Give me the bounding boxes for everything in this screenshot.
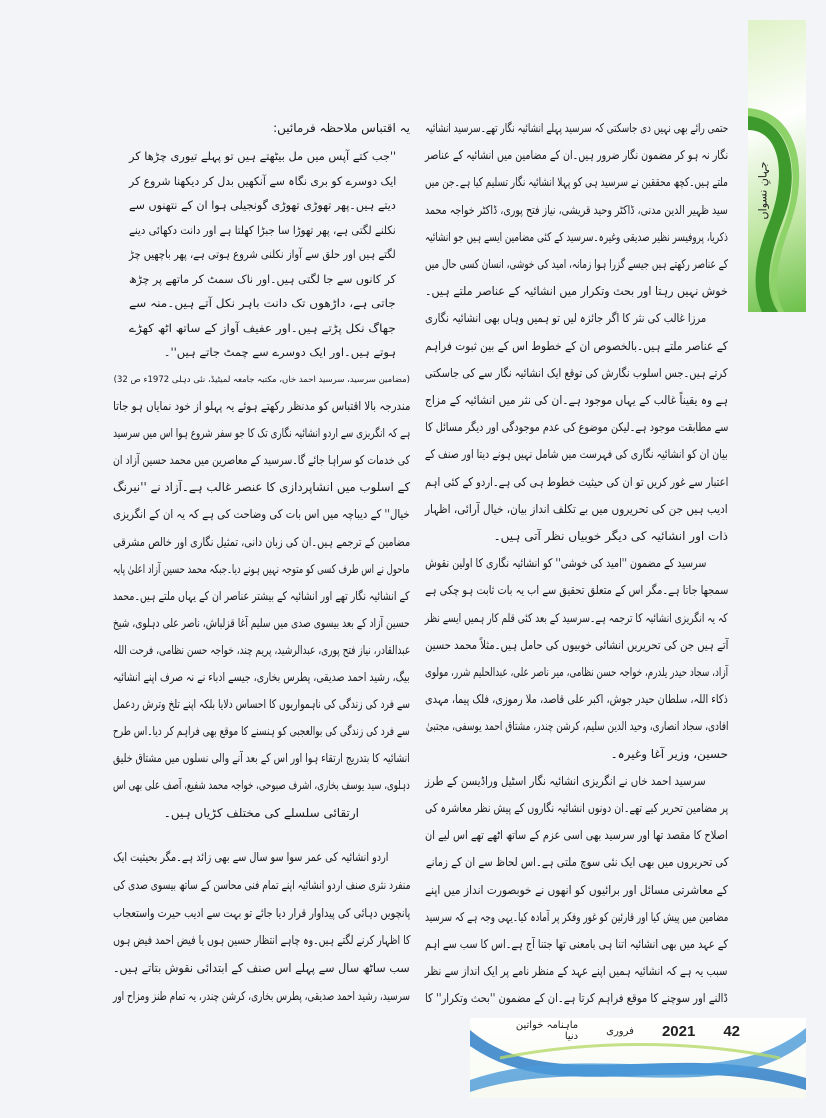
text-line: مضامین کے ترجمے ہیں۔ان کی زبان دانی، تمثیل نگاری اور خالص مشرقی <box>112 534 410 549</box>
text-line: انشائیہ کا بتدریج ارتقاء ہوا اور اس کے بعد آنے والی نسلوں میں مشتاق خلیق <box>113 751 410 766</box>
text-line: دہلوی، سید یوسف بخاری، اشرف صبوحی، خواجہ محمد شفیع، آصف علی بھی اس <box>113 778 410 793</box>
text-line: اصلاح کا مقصد تھا اور سرسید بھی اسی عزم کے ساتھ اٹھے تھے اس لیے ان <box>425 828 728 843</box>
text-line: کے عہد میں بھی انشائیہ اتنا ہی بامعنی تھا جتنا آج ہے۔اس کا سب سے اہم <box>425 937 728 951</box>
text-line: خوش نہیں رہتا اور بحث وتکرار میں انشائیہ کے عناصر ملتے ہیں۔ <box>425 284 728 299</box>
text-line: عبدالقادر، نیاز فتح پوری، عبدالرشید، پریم چند، خواجہ حسن نظامی، فرحت اللہ <box>112 642 410 657</box>
text-line: ڈالنے اور سوچنے کا موقع فراہم کرتا ہے۔ان کے مضمون ''بحث وتکرار'' کا <box>425 991 728 1006</box>
text-line: پر مضامین تحریر کیے تھے۔ان دونوں انشائیہ نگاروں کے پیش نظر معاشرہ کی <box>424 801 728 815</box>
text-line: سے فرد کی زندگی کی بوالعجبی کو ہنسنے کا موقع بھی فراہم کر دیا۔اس طرح <box>113 724 410 739</box>
text-line: سرسید، رشید احمد صدیقی، پطرس بخاری، کرشن چندر، یہ تمام طنز ومزاح اور <box>113 989 410 1003</box>
text-line: سرسید احمد خاں نے انگریزی انشائیہ نگار اسٹیل وراڈیسن کے طرز <box>425 773 706 788</box>
section-label <box>748 150 778 230</box>
text-line: پانچویں دہائی کی پیداوار قرار دیا جائے تو بہت سے ادیب حیرت واستعجاب <box>112 905 410 920</box>
text-line: دیتے ہیں۔پھر تھوڑی تھوڑی گونجیلی ہوا ان کے نتھنوں سے <box>129 198 396 212</box>
text-line: ''جب کتے آپس میں مل بیٹھتے ہیں تو پہلے تیوری چڑھا کر <box>128 149 396 163</box>
text-line: خیال'' کے دیباچہ میں اس بات کی وضاحت کی ہے کہ یہ ان کے انگریزی <box>113 507 410 522</box>
text-line: ہے وہ یقیناً غالب کے یہاں موجود ہے۔ان کی نثر میں انشائیہ کے مزاج <box>425 393 728 407</box>
page-number: 42 <box>723 1022 740 1040</box>
text-line: اردو انشائیہ کی عمر سوا سو سال سے بھی زائد ہے۔مگر بحیثیت ایک <box>112 850 388 864</box>
text-line: جاتی ہے، داڑھوں تک دانت باہر نکل آتے ہیں۔منہ سے <box>129 296 396 310</box>
text-line: کے عناصر رکھتے ہیں جیسے گزرا ہوا زمانہ، امید کی خوشی، انسان کسی حال میں <box>425 257 728 271</box>
text-line: ملتے ہیں۔کچھ محققین نے سرسید ہی کو پہلا انشائیہ نگار تسلیم کیا ہے۔جن میں <box>425 175 728 190</box>
text-line: جھاگ نکل پڑتے ہیں۔اور عفیف آواز کے ساتھ اٹھ کھڑے <box>129 320 396 335</box>
magazine-name: ماہنامہ خواتین دنیا <box>515 1020 579 1042</box>
text-line: افادی، سجاد انصاری، وحید الدین سلیم، کرشن چندر، مشتاق احمد یوسفی، مجتبیٰ <box>425 719 728 734</box>
text-line: مضامین میں پیش کیا اور قارئین کو غور وفکر پر آمادہ کیا۔یہی وجہ ہے کہ سرسید <box>424 909 728 924</box>
text-line: ادیب ہیں جن کی تحریروں میں بے تکلف انداز بیان، خیال آرائی، اظہار <box>425 501 728 516</box>
text-line: ہے کہ انگریزی سے اردو انشائیہ نگاری تک کا جو سفر شروع ہوا اس میں سرسید <box>112 426 410 441</box>
text-line: یہ اقتباس ملاحظہ فرمائیں: <box>273 121 410 135</box>
text-line: کا اظہار کرنے لگتے ہیں۔وہ چاہے انتظار حسین ہوں یا فیض احمد فیض ہوں <box>112 933 410 948</box>
text-line: آتے ہیں جن کی تحریریں انشائی خوبیوں کی حامل ہیں۔مثلاً محمد حسین <box>424 637 728 652</box>
text-line: مندرجہ بالا اقتباس کو مدنظر رکھتے ہوئے یہ پہلو از خود نمایاں ہو جاتا <box>112 399 410 413</box>
text-line: حسین، وزیر آغا وغیرہ۔ <box>610 746 728 761</box>
text-line: آزاد، سجاد حیدر یلدرم، خواجہ حسن نظامی، میر ناصر علی، عبدالحلیم شرر، مولوی <box>425 665 728 679</box>
text-line: کے انشائیہ نگار تھے اور انشائیہ کے بیشتر عناصر ان کے یہاں ملتے ہیں۔محمد <box>113 588 410 603</box>
text-line: کے اسلوب میں انشاپردازی کا عنصر غالب ہے۔آزاد نے ''نیرنگ <box>112 480 410 495</box>
text-line: نکلنے لگتی ہے، پھر تھوڑا سا جبڑا کھلتا ہے اور دانت دکھائی دینے <box>129 222 396 237</box>
text-line: کے عناصر ملتے ہیں۔بالخصوص ان کے خطوط اس کے بین ثبوت فراہم <box>425 338 728 353</box>
text-line: ذکریا، پروفیسر نظیر صدیقی وغیرہ۔سرسید کے کئی مضامین ایسے ہیں جو انشائیہ <box>425 229 728 244</box>
text-line: ذات اور انشائیہ کی دیگر خوبیاں نظر آتی ہیں۔ <box>493 529 728 543</box>
text-line: ارتقائی سلسلے کی مختلف کڑیاں ہیں۔ <box>163 805 359 820</box>
text-line: بیان ان کو انشائیہ نگاری کی فہرست میں شامل نہیں ہونے دیتا اور صنف کے <box>425 447 728 462</box>
text-line: منفرد نثری صنف اردو انشائیہ اپنے تمام فنی محاسن کے ساتھ بیسوی صدی کی <box>112 877 410 892</box>
text-line: اعتبار سے غور کریں تو ان کی حیثیت خطوط ہی کی ہے۔اردو کے کئی اہم <box>424 474 728 489</box>
text-line: کی تحریروں میں بھی ایک نئی سوچ ملتی ہے۔اس لحاظ سے ان کے زمانے <box>425 855 728 870</box>
text-line: حتمی رائے بھی نہیں دی جاسکتی کہ سرسید پہلے انشائیہ نگار تھے۔سرسید انشائیہ <box>424 121 728 135</box>
text-line: سبب یہ ہے کہ انشائیہ ہمیں اپنے عہد کے منظر نامے پر ایک انداز سے نظر <box>425 964 728 979</box>
text-line: سب ساٹھ سال سے پہلے اس صنف کے ابتدائی نقوش بتاتے ہیں۔ <box>113 961 410 976</box>
text-line: سید ظہیر الدین مدنی، ڈاکٹر وحید قریشی، نیاز فتح پوری، ڈاکٹر خواجہ محمد <box>425 202 728 217</box>
text-line: لگتے ہیں اور حلق سے آواز نکلنی شروع ہوتی ہے، پھر باچھیں چڑ <box>129 247 396 261</box>
text-line: کر کانوں سے جا لگتی ہیں۔اور ناک سمٹ کر ماتھے پر چڑھ <box>129 271 396 286</box>
text-line: کرتے ہیں۔جس اسلوب نگارش کی توقع ایک انشائیہ نگار سے کی جاسکتی <box>425 365 728 380</box>
text-line: سے مطابقت موجود ہے۔لیکن موضوع کی عدم موجودگی اور دیگر مسائل کا <box>424 420 728 435</box>
issue-year: 2021 <box>661 1022 696 1040</box>
text-line: کے معاشرتی مسائل اور برائیوں کو انھوں نے خوبصورت انداز میں اپنے <box>425 882 728 897</box>
text-line: کہ یہ انگریزی انشائیہ کا ترجمہ ہے۔سرسید کے بعد کئی قلم کار ہمیں ایسے نظر <box>425 610 728 625</box>
text-line: ہوتے ہیں۔اور ایک دوسرے سے چمٹ جاتے ہیں''۔ <box>163 345 396 359</box>
text-line: ایک دوسرے کو بری نگاہ سے آنکھیں بدل کر دیکھنا شروع کر <box>128 173 396 188</box>
text-line: ماحول نے اس طرف کسی کو متوجہ نہیں ہونے دیا۔جبکہ محمد حسین آزاد اعلیٰ پایہ <box>113 561 410 576</box>
text-line: نگار نہ ہو کر مضمون نگار ضرور ہیں۔ان کے مضامین میں انشائیہ کے عناصر <box>424 148 728 163</box>
text-line: بیگ، رشید احمد صدیقی، پطرس بخاری، جیسے ادباء نے نہ صرف اپنے انشائیہ <box>113 670 410 684</box>
text-line: ذکاء اللہ، سلطان حیدر جوش، اکبر علی قاصد، ملا رموزی، فلک پیما، مہدی <box>425 692 728 707</box>
footer <box>500 1020 740 1042</box>
section-label-text: جہانِ نسواں <box>756 161 770 219</box>
text-line: حسین آزاد کے بعد بیسوی صدی میں سلیم آغا قزلباش، ناصر علی دہلوی، شیخ <box>113 615 410 630</box>
issue-month: فروری <box>606 1025 634 1037</box>
text-line: سے فرد کی زندگی کی ناہمواریوں کا احساس دلایا بلکہ اپنے تلخ وترش ردعمل <box>113 697 410 712</box>
text-line: کی خدمات کو سراہا جائے گا۔سرسید کے معاصرین میں محمد حسین آزاد ان <box>112 453 410 468</box>
text-line: سمجھا جاتا ہے۔مگر اس کے متعلق تحقیق سے اب یہ بات ثابت ہو چکی ہے <box>424 583 728 598</box>
text-line: مرزا غالب کی نثر کا اگر جائزہ لیں تو ہمیں وہاں بھی انشائیہ نگاری <box>424 311 706 326</box>
text-line: (مضامین سرسید، سرسید احمد خاں، مکتبہ جامعہ لمیٹیڈ، نئی دہلی 1972ء ص 32) <box>113 375 410 385</box>
text-line: سرسید کے مضمون ''امید کی خوشی'' کو انشائیہ نگاری کا اولین نقوش <box>424 556 706 571</box>
